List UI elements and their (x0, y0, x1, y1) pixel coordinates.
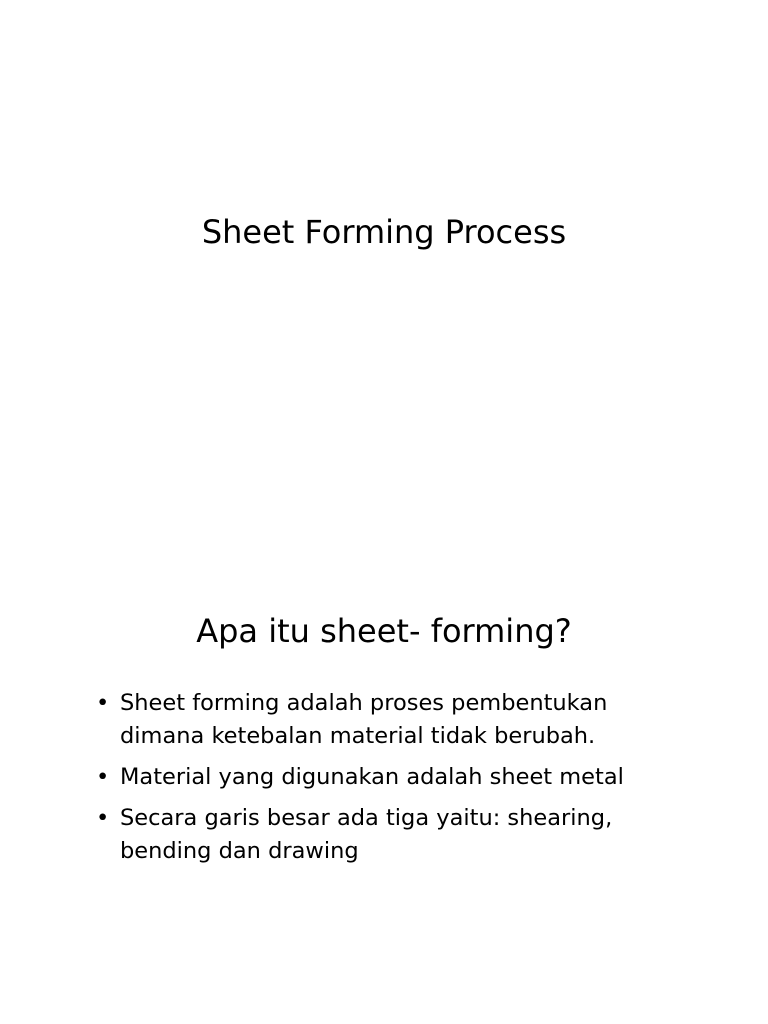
bullet-list (96, 687, 696, 876)
bullet-text: Secara garis besar ada tiga yaitu: shearing, bending dan drawing (120, 805, 613, 864)
content-slide (0, 512, 768, 1024)
presentation-title: Sheet Forming Process (201, 213, 567, 251)
bullet-icon: • (96, 764, 110, 790)
list-item (96, 687, 696, 753)
bullet-icon: • (96, 690, 110, 716)
list-item (96, 761, 696, 794)
bullet-text: Sheet forming adalah proses pembentukan dimana ketebalan material tidak berubah. (120, 690, 608, 749)
list-item (96, 802, 696, 868)
slide-heading: Apa itu sheet- forming? (196, 612, 572, 650)
bullet-text: Material yang digunakan adalah sheet metal (120, 764, 624, 790)
bullet-icon: • (96, 805, 110, 831)
